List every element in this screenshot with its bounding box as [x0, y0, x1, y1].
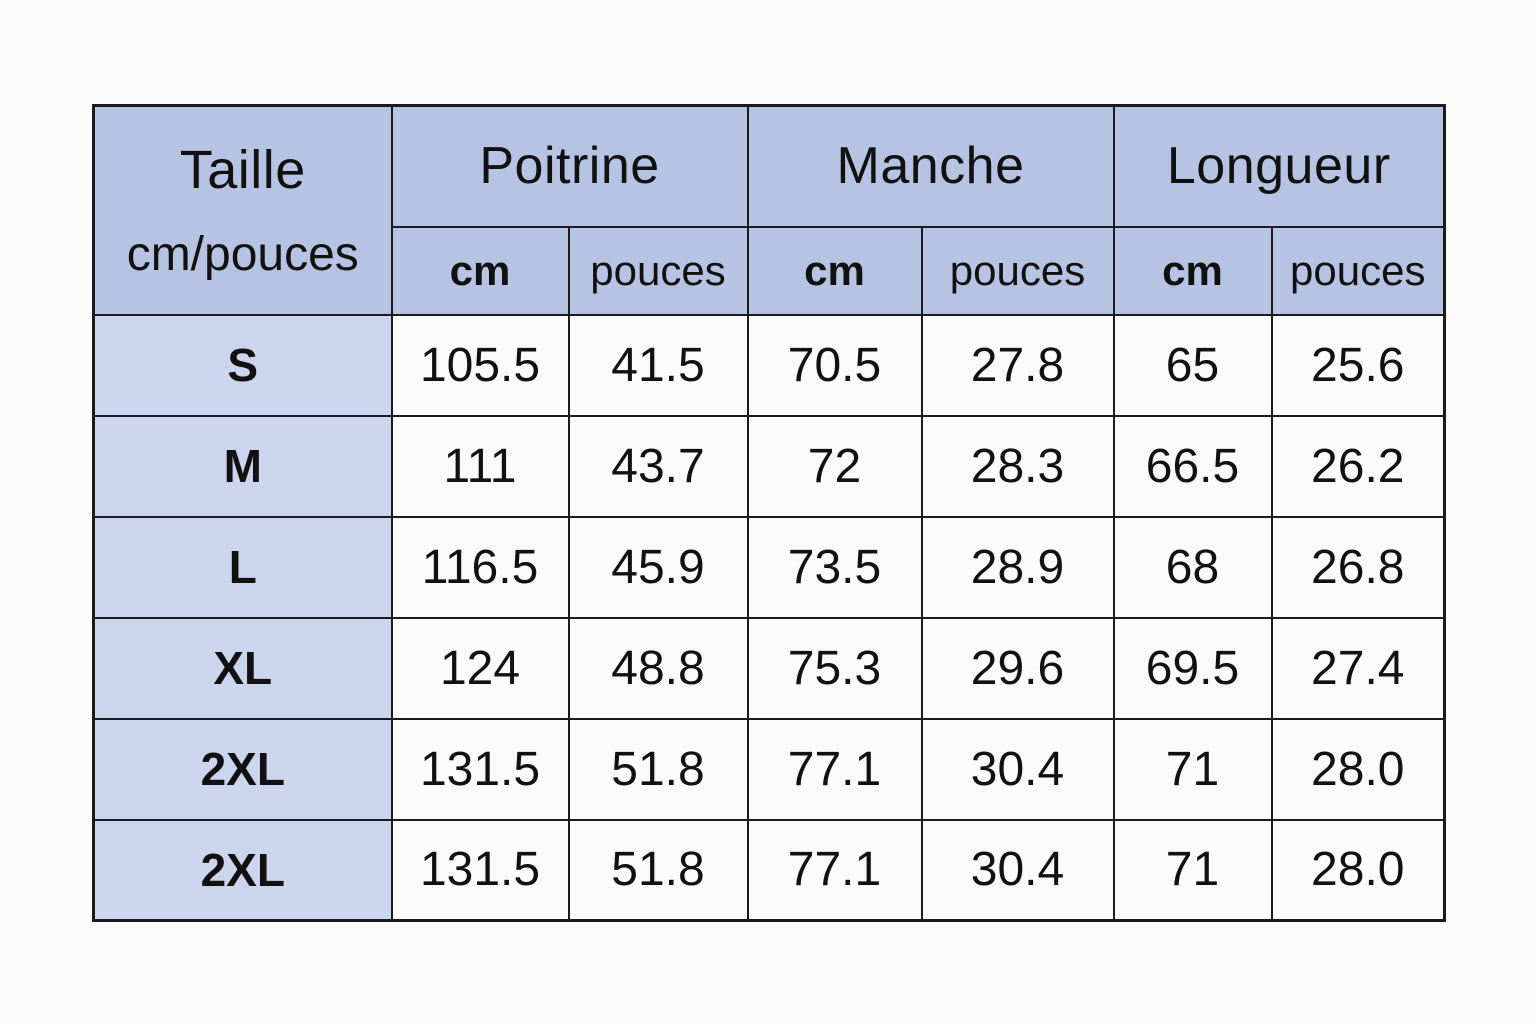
cell-value: 116.5	[392, 517, 569, 618]
cell-value: 30.4	[922, 820, 1114, 921]
cell-value: 111	[392, 416, 569, 517]
cell-value: 30.4	[922, 719, 1114, 820]
cell-value: 65	[1114, 315, 1272, 416]
cell-value: 48.8	[569, 618, 748, 719]
cell-value: 69.5	[1114, 618, 1272, 719]
header-group-row	[94, 106, 1445, 227]
cell-value: 77.1	[748, 719, 922, 820]
cell-value: 27.8	[922, 315, 1114, 416]
group-header-poitrine: Poitrine	[392, 106, 748, 227]
cell-value: 41.5	[569, 315, 748, 416]
cell-value: 131.5	[392, 820, 569, 921]
cell-value: 131.5	[392, 719, 569, 820]
group-header-longueur: Longueur	[1114, 106, 1445, 227]
table-row-s	[94, 315, 1445, 416]
corner-subtitle: cm/pouces	[126, 227, 359, 281]
cell-value: 29.6	[922, 618, 1114, 719]
cell-value: 68	[1114, 517, 1272, 618]
cell-value: 51.8	[569, 719, 748, 820]
cell-value: 70.5	[748, 315, 922, 416]
unit-header-longueur-pouces: pouces	[1272, 227, 1445, 315]
corner-header-content	[95, 107, 391, 314]
group-header-manche: Manche	[748, 106, 1114, 227]
size-chart-container	[92, 104, 1446, 922]
cell-value: 28.0	[1272, 820, 1445, 921]
cell-value: 27.4	[1272, 618, 1445, 719]
unit-header-poitrine-pouces: pouces	[569, 227, 748, 315]
cell-value: 51.8	[569, 820, 748, 921]
cell-value: 28.3	[922, 416, 1114, 517]
size-label: S	[94, 315, 392, 416]
cell-value: 71	[1114, 719, 1272, 820]
table-row-xl	[94, 618, 1445, 719]
size-label: 2XL	[94, 719, 392, 820]
cell-value: 71	[1114, 820, 1272, 921]
unit-header-manche-cm: cm	[748, 227, 922, 315]
cell-value: 28.0	[1272, 719, 1445, 820]
cell-value: 66.5	[1114, 416, 1272, 517]
cell-value: 77.1	[748, 820, 922, 921]
corner-header-cell	[94, 106, 392, 315]
cell-value: 73.5	[748, 517, 922, 618]
size-label: M	[94, 416, 392, 517]
cell-value: 124	[392, 618, 569, 719]
cell-value: 105.5	[392, 315, 569, 416]
cell-value: 26.8	[1272, 517, 1445, 618]
corner-title: Taille	[179, 139, 306, 200]
unit-header-longueur-cm: cm	[1114, 227, 1272, 315]
cell-value: 75.3	[748, 618, 922, 719]
unit-header-manche-pouces: pouces	[922, 227, 1114, 315]
size-label: XL	[94, 618, 392, 719]
unit-header-poitrine-cm: cm	[392, 227, 569, 315]
cell-value: 45.9	[569, 517, 748, 618]
table-row-2xl-b	[94, 820, 1445, 921]
table-row-l	[94, 517, 1445, 618]
size-chart-table	[92, 104, 1446, 922]
cell-value: 72	[748, 416, 922, 517]
table-row-2xl	[94, 719, 1445, 820]
cell-value: 43.7	[569, 416, 748, 517]
table-row-m	[94, 416, 1445, 517]
cell-value: 28.9	[922, 517, 1114, 618]
size-label: L	[94, 517, 392, 618]
cell-value: 25.6	[1272, 315, 1445, 416]
size-label: 2XL	[94, 820, 392, 921]
cell-value: 26.2	[1272, 416, 1445, 517]
